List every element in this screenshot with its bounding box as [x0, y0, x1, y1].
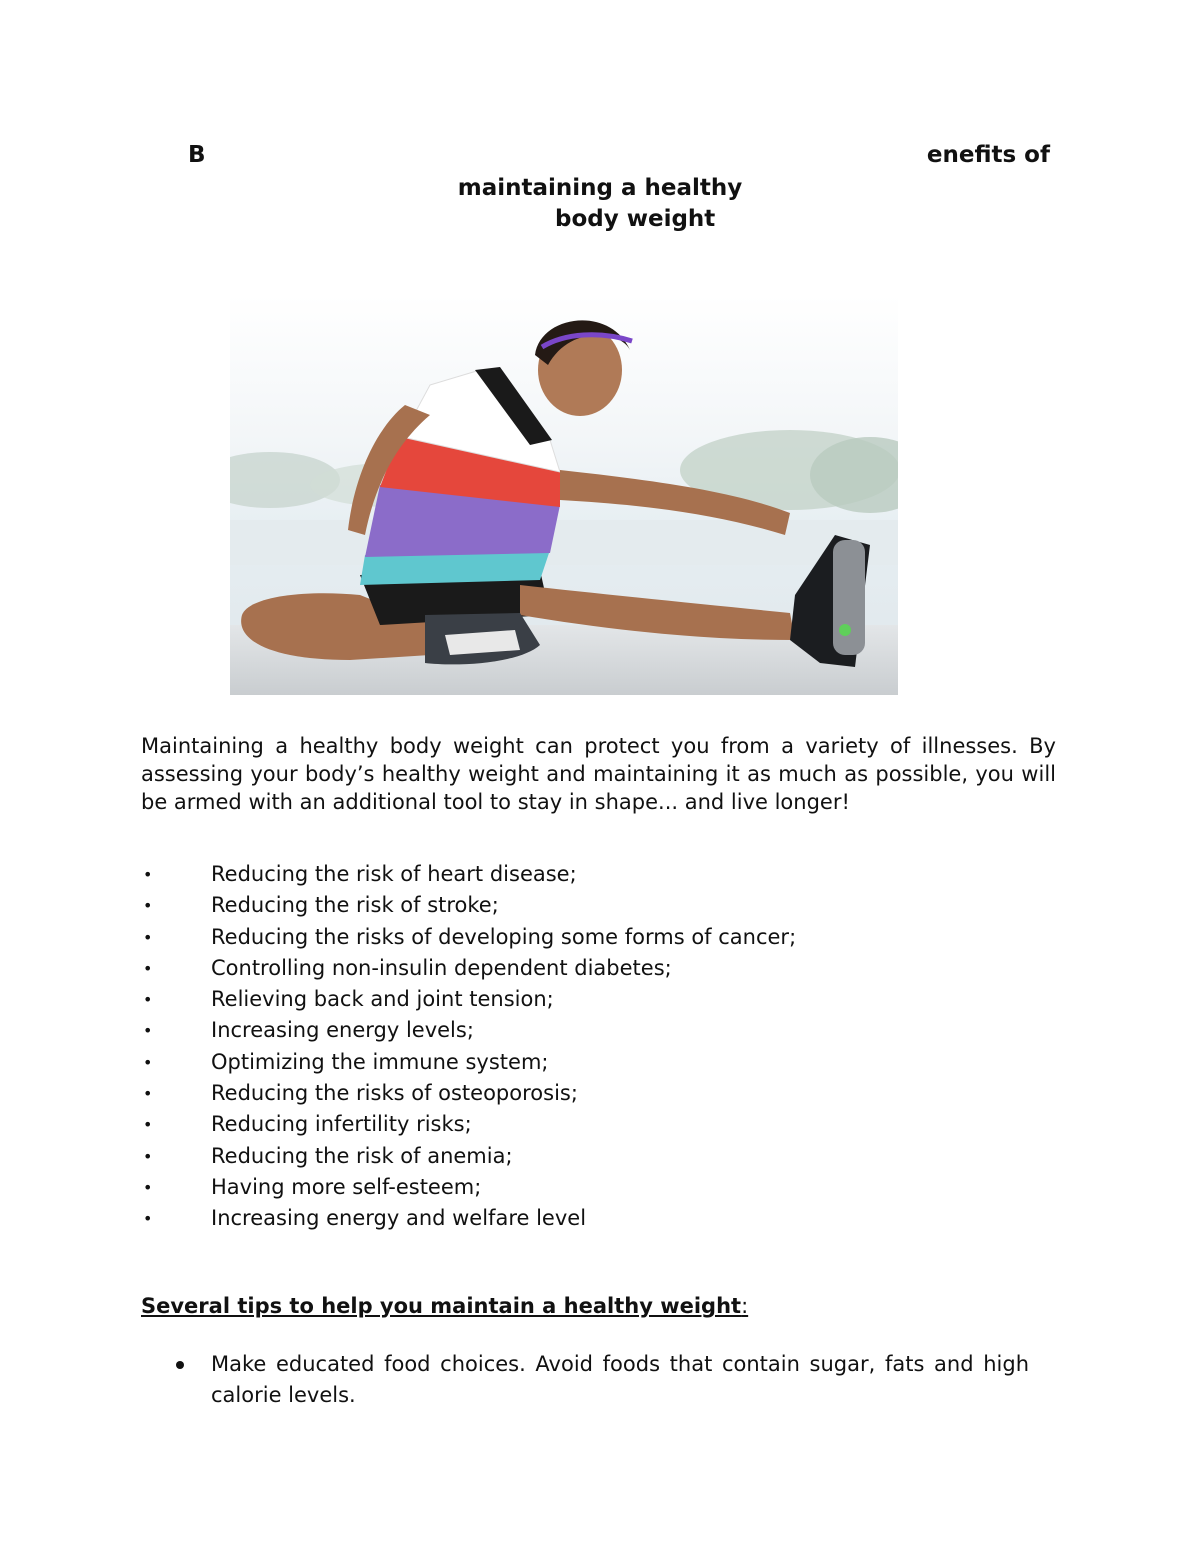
list-item: [141, 1109, 1041, 1140]
list-item: [141, 890, 1041, 921]
tip-text: Make educated food choices. Avoid foods that contain sugar, fats and high calorie levels.: [211, 1352, 1029, 1407]
title-letter-b: B: [188, 142, 206, 168]
benefit-text: Reducing the risks of developing some forms of cancer;: [211, 924, 797, 949]
list-item: [141, 1203, 1041, 1234]
benefit-text: Optimizing the immune system;: [211, 1049, 549, 1074]
bullet-icon: •: [143, 1177, 153, 1197]
list-item: [141, 1047, 1041, 1078]
benefit-text: Relieving back and joint tension;: [211, 987, 554, 1012]
tips-heading: [141, 1294, 748, 1318]
benefit-text: Having more self-esteem;: [211, 1174, 482, 1199]
benefit-text: Increasing energy levels;: [211, 1018, 474, 1043]
benefit-text: Increasing energy and welfare level: [211, 1206, 587, 1231]
tips-heading-text: Several tips to help you maintain a healthy weight: [141, 1294, 742, 1318]
intro-paragraph: Maintaining a healthy body weight can protect you from a variety of illnesses. By assessing your body’s healthy weight and maintaining it as much as possible, you will be armed with an additional tool to stay in shape... and live longer!: [141, 734, 1056, 814]
list-item: [141, 922, 1041, 953]
bullet-icon: •: [143, 1084, 153, 1104]
list-item: [141, 1078, 1041, 1109]
benefit-text: Reducing the risk of heart disease;: [211, 862, 577, 886]
list-item: [141, 1172, 1041, 1203]
bullet-icon: •: [143, 1115, 153, 1135]
list-item: [141, 859, 1041, 890]
bullet-icon: •: [143, 1052, 153, 1072]
bullet-icon: •: [143, 1146, 153, 1166]
benefit-text: Reducing the risks of osteoporosis;: [211, 1081, 578, 1106]
list-item: [141, 1141, 1041, 1172]
bullet-icon: •: [143, 990, 153, 1010]
bullet-icon: •: [143, 896, 153, 916]
list-item: [141, 1015, 1041, 1046]
title-line-2: maintaining a healthy: [457, 175, 743, 201]
list-item: [141, 984, 1041, 1015]
bullet-icon: •: [143, 927, 153, 947]
benefit-text: Controlling non-insulin dependent diabetes;: [211, 955, 672, 980]
benefits-list: [141, 859, 1041, 1235]
list-item: [141, 1349, 1029, 1411]
woman-stretching-photo: [230, 295, 898, 695]
list-item: [141, 953, 1041, 984]
bullet-dot-icon: [176, 1361, 184, 1369]
tips-list: [141, 1349, 1041, 1411]
benefit-text: Reducing infertility risks;: [211, 1112, 472, 1137]
tips-heading-colon: :: [741, 1294, 749, 1318]
bullet-icon: •: [143, 1209, 153, 1229]
benefit-text: Reducing the risk of stroke;: [211, 893, 499, 918]
bullet-icon: •: [143, 865, 153, 884]
title-line-3: body weight: [555, 206, 716, 232]
bullet-icon: •: [143, 958, 153, 978]
benefit-text: Reducing the risk of anemia;: [211, 1143, 513, 1168]
title-line-1: [188, 142, 1050, 176]
bullet-icon: •: [143, 1021, 153, 1041]
title-benefits-of: enefits of: [926, 142, 1050, 168]
